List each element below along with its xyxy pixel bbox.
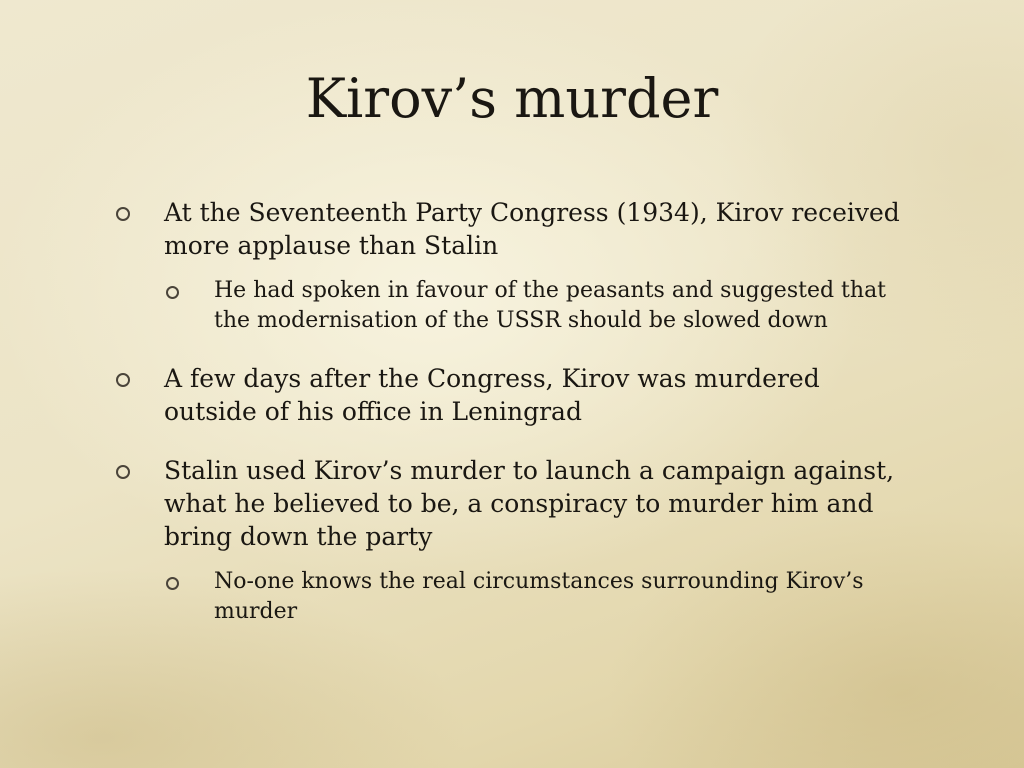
bullet-list bbox=[110, 196, 910, 627]
bullet-text: At the Seventeenth Party Congress (1934), Kirov received more applause than Stalin bbox=[164, 198, 900, 260]
hollow-circle-bullet-icon bbox=[116, 373, 130, 387]
sub-bullet-item-circumstances bbox=[110, 567, 910, 627]
sub-bullet-item-peasants bbox=[110, 276, 910, 336]
hollow-circle-bullet-icon bbox=[116, 465, 130, 479]
slide-title: Kirov’s murder bbox=[305, 67, 719, 130]
hollow-circle-bullet-icon bbox=[166, 577, 179, 590]
bullet-item-congress bbox=[110, 196, 910, 262]
bullet-text: Stalin used Kirov’s murder to launch a campaign against, what he believed to be, a conspiracy to murder him and bring down the party bbox=[164, 456, 895, 551]
bullet-item-murder bbox=[110, 362, 910, 428]
bullet-text: A few days after the Congress, Kirov was murdered outside of his office in Leningrad bbox=[164, 364, 820, 426]
sub-bullet-text: No-one knows the real circumstances surrounding Kirov’s murder bbox=[214, 569, 864, 624]
hollow-circle-bullet-icon bbox=[116, 207, 130, 221]
sub-bullet-text: He had spoken in favour of the peasants and suggested that the modernisation of the USSR should be slowed down bbox=[214, 278, 887, 333]
bullet-item-campaign bbox=[110, 454, 910, 553]
hollow-circle-bullet-icon bbox=[166, 286, 179, 299]
